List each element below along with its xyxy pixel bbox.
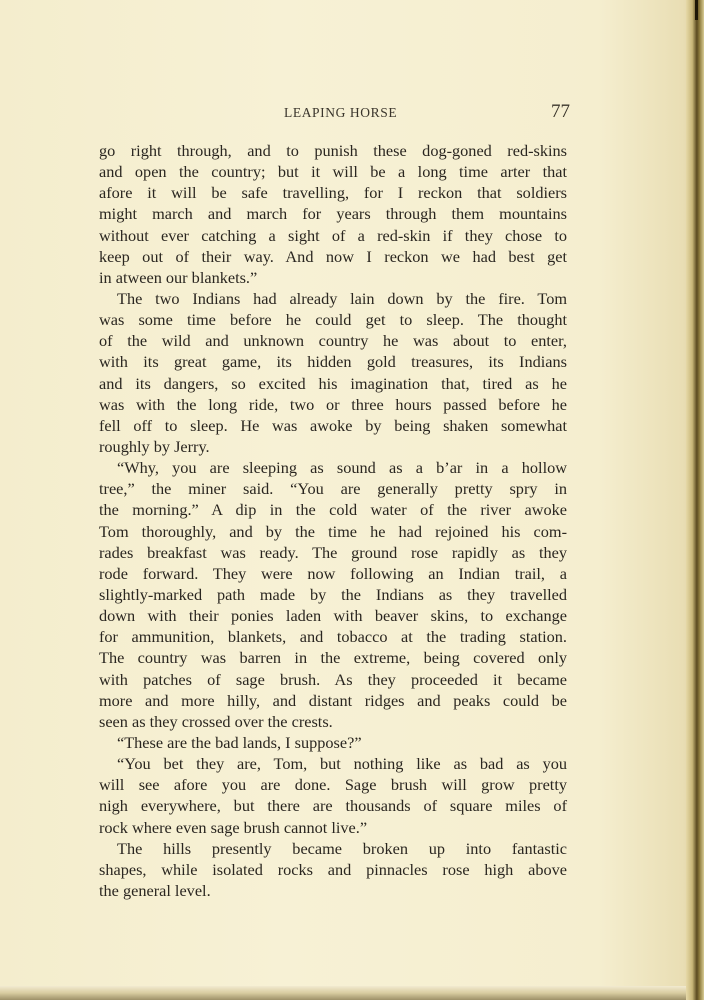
text-line: the general level. <box>99 880 211 900</box>
text-line: “These are the bad lands, I suppose?” <box>117 732 362 752</box>
text-line: of the wild and unknown country he was about to enter, <box>99 331 567 351</box>
spine-shadow <box>695 0 698 20</box>
text-line: rode forward. They were now following an Indian trail, a <box>99 563 567 583</box>
body-text <box>99 140 567 901</box>
text-line: and open the country; but it will be a long time arter that <box>99 162 567 182</box>
text-line: rock where even sage brush cannot live.” <box>99 817 368 837</box>
book-spine-edge <box>686 0 704 1000</box>
text-line: The hills presently became broken up into fantastic <box>117 838 567 858</box>
page-number: 77 <box>551 101 570 122</box>
text-line: and its dangers, so excited his imagination that, tired as he <box>99 373 567 393</box>
text-line: “You bet they are, Tom, but nothing like as bad as you <box>117 754 567 774</box>
text-line: go right through, and to punish these dog-goned red-skins <box>99 141 567 160</box>
text-line: in atween our blankets.” <box>99 267 258 287</box>
text-line: rades breakfast was ready. The ground rose rapidly as they <box>99 542 567 562</box>
text-line: shapes, while isolated rocks and pinnacles rose high above <box>99 859 567 879</box>
text-line: nigh everywhere, but there are thousands of square miles of <box>99 796 567 816</box>
text-line: will see afore you are done. Sage brush will grow pretty <box>99 775 567 795</box>
text-line: was some time before he could get to sleep. The thought <box>99 310 567 330</box>
text-line: slightly-marked path made by the Indians as they travelled <box>99 584 567 604</box>
text-line: roughly by Jerry. <box>99 436 210 456</box>
text-line: more and more hilly, and distant ridges and peaks could be <box>99 690 567 710</box>
text-line: might march and march for years through them mountains <box>99 204 567 224</box>
text-line: was with the long ride, two or three hours passed before he <box>99 394 567 414</box>
text-line: with patches of sage brush. As they proceeded it became <box>99 669 567 689</box>
text-line: The two Indians had already lain down by the fire. Tom <box>117 288 567 308</box>
text-line: Tom thoroughly, and by the time he had rejoined his com- <box>99 521 567 541</box>
text-line: tree,” the miner said. “You are generally pretty spry in <box>99 479 567 499</box>
text-line: the morning.” A dip in the cold water of the river awoke <box>99 500 567 520</box>
text-line: down with their ponies laden with beaver skins, to exchange <box>99 606 567 626</box>
text-line: “Why, you are sleeping as sound as a b’ar in a hollow <box>117 458 567 478</box>
running-title: LEAPING HORSE <box>284 105 398 120</box>
text-line: seen as they crossed over the crests. <box>99 711 333 731</box>
running-head <box>98 101 570 125</box>
page-bottom-edge <box>0 986 704 1000</box>
text-line: fell off to sleep. He was awoke by being shaken somewhat <box>99 415 567 435</box>
text-line: without ever catching a sight of a red-skin if they chose to <box>99 225 567 245</box>
text-line: The country was barren in the extreme, being covered only <box>99 648 567 668</box>
text-line: with its great game, its hidden gold treasures, its Indians <box>99 352 567 372</box>
text-line: afore it will be safe travelling, for I reckon that soldiers <box>99 183 567 203</box>
text-line: keep out of their way. And now I reckon we had best get <box>99 246 567 266</box>
text-line: for ammunition, blankets, and tobacco at the trading station. <box>99 627 567 647</box>
